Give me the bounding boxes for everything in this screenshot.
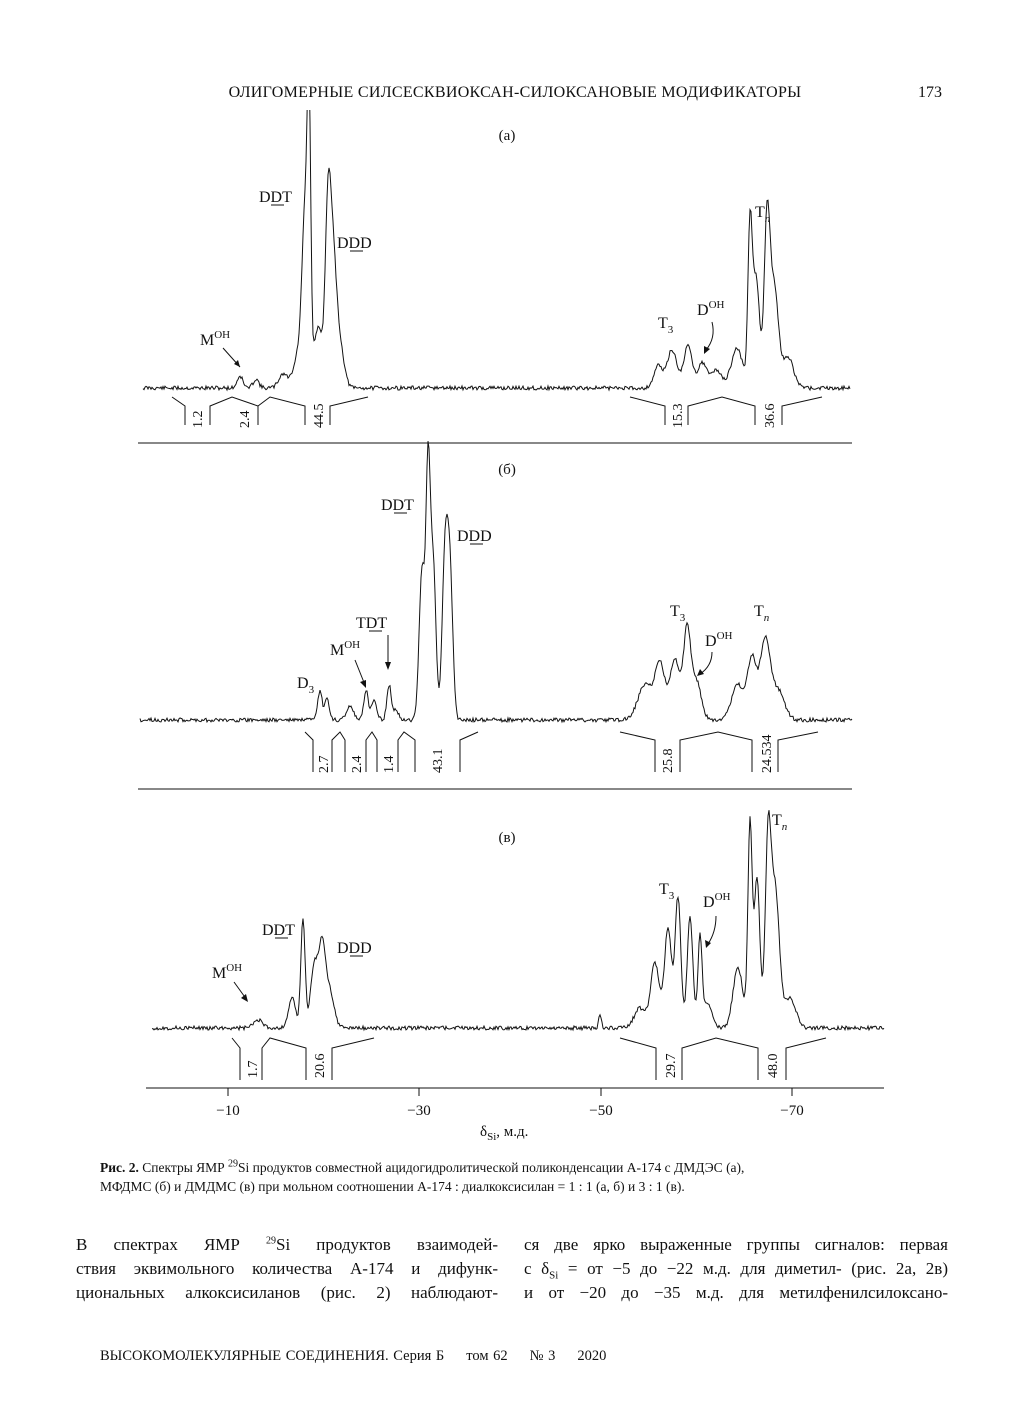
panel-b-peak-doh: $D^{OH}$ [705, 630, 733, 650]
panel-c-peak-t3: $T_3$ [659, 881, 675, 902]
x-tick-label-4: −70 [780, 1103, 804, 1119]
footer-issue: № 3 [529, 1348, 556, 1364]
body-text-right-column: ся две ярко выраженные группы сигналов: первая с $\delta_{Si}$ = от −5 до −22 м.д. для диметил- (рис. 2а, 2в) и от −20 до −35 м.д. для метилфенилсилоксано- [524, 1235, 948, 1302]
panel-c-integral-2: 20.6 [313, 1053, 328, 1078]
panel-b-peak-tdt: TDT [356, 615, 388, 632]
page-number: 173 [918, 84, 942, 101]
panel-a-peak-ddd: DDD [337, 235, 372, 252]
panel-b-integral-2: 2.4 [350, 755, 365, 773]
panel-b-peak-d3: $D_3$ [297, 675, 315, 696]
x-axis-ticks [228, 1088, 792, 1096]
panel-b-peak-ddt: DDT [381, 497, 414, 514]
panel-b-integral-4: 43.1 [431, 748, 446, 773]
panel-a-spectrum [143, 110, 850, 390]
panel-a-peak-moh: $M^{OH}$ [200, 329, 231, 349]
panel-c-peak-ddd: DDD [337, 940, 372, 957]
panel-a-integral-2: 2.4 [238, 410, 253, 428]
x-tick-label-1: −10 [216, 1103, 240, 1119]
panel-a-integral-5: 36.6 [763, 403, 778, 428]
panel-a-peak-tn: $T_n$ [755, 204, 771, 225]
panel-c-integral-3: 29.7 [664, 1053, 679, 1078]
panel-b [138, 441, 852, 789]
panel-c-peak-ddt: DDT [262, 922, 295, 939]
panel-c-spectrum [152, 810, 884, 1030]
panel-b-peak-t3: $T_3$ [670, 603, 686, 624]
panel-c-peak-doh: $D^{OH}$ [703, 891, 731, 911]
body-text-left-column: В спектрах ЯМР $^{29}$Si продуктов взаимодей- ствия эквимольного количества А-174 и дифунк- циональных алкоксисиланов (рис. 2) наблюдают- [76, 1235, 499, 1302]
panel-b-integral-6: 24.534 [760, 734, 775, 773]
panel-c-peak-moh: $M^{OH}$ [212, 962, 243, 982]
panel-a-integral-3: 44.5 [312, 403, 327, 428]
nmr-spectra-figure [0, 110, 1024, 1140]
panel-b-integral-1: 2.7 [317, 755, 332, 773]
caption-prefix: Рис. 2. [100, 1160, 139, 1175]
panel-a-doh-arrow [706, 322, 713, 350]
panel-b-peak-moh: $M^{OH}$ [330, 639, 361, 659]
panel-c-integral-1: 1.7 [246, 1060, 261, 1078]
footer-volume: том 62 [466, 1348, 508, 1364]
panel-c [146, 810, 884, 1140]
panel-b-label: (б) [498, 462, 516, 478]
panel-a [138, 110, 852, 443]
panel-a-integral-4: 15.3 [671, 403, 686, 428]
panel-b-spectrum [140, 441, 852, 722]
panel-a-peak-t3: $T_3$ [658, 315, 674, 336]
panel-a-label: (а) [498, 128, 516, 144]
panel-b-integral-3: 1.4 [382, 755, 397, 773]
panel-c-integral-4: 48.0 [766, 1053, 781, 1078]
panel-c-label: (в) [498, 830, 516, 846]
panel-a-peak-doh: $D^{OH}$ [697, 299, 725, 319]
panel-a-integral-1: 1.2 [191, 410, 206, 428]
x-tick-label-3: −50 [589, 1103, 613, 1119]
panel-a-peak-ddt: DDT [259, 189, 292, 206]
figure-caption: Рис. 2. Спектры ЯМР $^{29}$Si продуктов совместной ацидогидролитической поликонденсации А-174 с ДМДЭС (а), МФДМС (б) и ДМДМС (в) при мольном соотношении А-174 : диалкоксисилан = 1 : 1 (а, б) и 3 : 1 (в). [100, 1158, 745, 1194]
panel-c-doh-arrow [708, 916, 716, 944]
journal-footer [100, 1348, 628, 1365]
panel-b-peak-tn: $T_n$ [754, 603, 770, 624]
footer-journal: ВЫСОКОМОЛЕКУЛЯРНЫЕ СОЕДИНЕНИЯ. Серия Б [100, 1348, 445, 1364]
footer-year: 2020 [577, 1348, 607, 1364]
x-axis-label: $\delta_{Si}$, м.д. [480, 1124, 529, 1140]
panel-a-integration-brackets [172, 397, 822, 425]
panel-c-peak-tn: $T_n$ [772, 812, 788, 833]
panel-b-peak-ddd: DDD [457, 528, 492, 545]
running-header-title: ОЛИГОМЕРНЫЕ СИЛСЕСКВИОКСАН-СИЛОКСАНОВЫЕ МОДИФИКАТОРЫ [228, 84, 802, 101]
panel-b-doh-arrow [700, 652, 712, 674]
panel-b-integral-5: 25.8 [661, 748, 676, 773]
x-tick-label-2: −30 [407, 1103, 431, 1119]
